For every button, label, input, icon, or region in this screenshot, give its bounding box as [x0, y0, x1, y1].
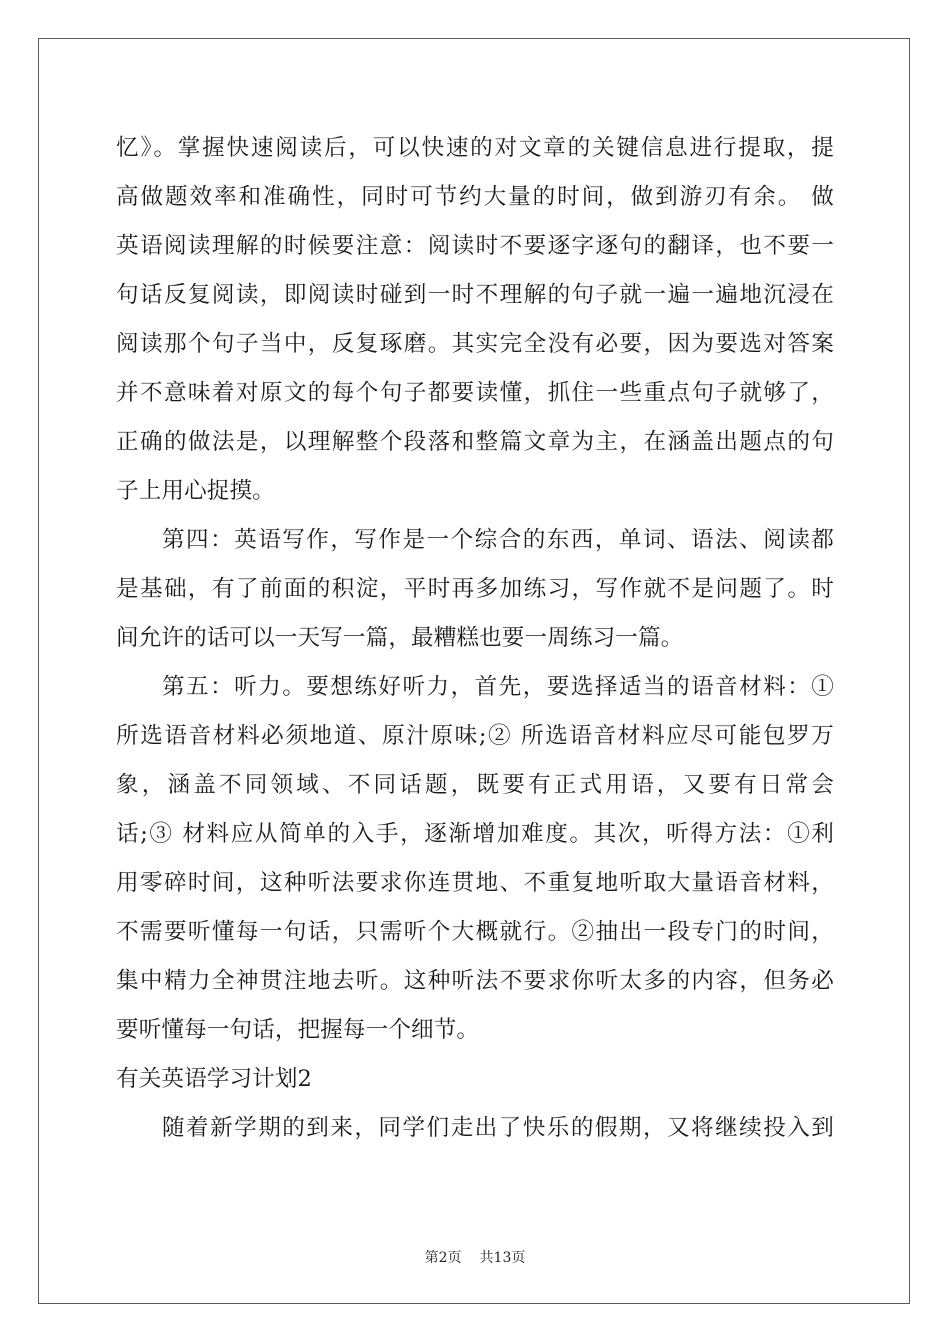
- text-line: 集中精力全神贯注地去听。这种听法不要求你听太多的内容，但务必: [116, 968, 834, 994]
- page-footer: [0, 1247, 950, 1267]
- section-heading: 有关英语学习计划2: [116, 1066, 313, 1092]
- document-body: [116, 124, 834, 1153]
- text-line: 正确的做法是，以理解整个段落和整篇文章为主，在涵盖出题点的句: [116, 429, 834, 455]
- paragraph-start-line: 随着新学期的到来，同学们走出了快乐的假期，又将继续投入到: [162, 1115, 834, 1141]
- text-line: 是基础，有了前面的积淀，平时再多加练习，写作就不是问题了。时: [116, 576, 834, 602]
- text-line: 话;③ 材料应从简单的入手，逐渐增加难度。其次，听得方法：①利: [116, 821, 834, 847]
- text-line: 象，涵盖不同领域、不同话题，既要有正式用语，又要有日常会: [116, 772, 834, 798]
- text-line: 要听懂每一句话，把握每一个细节。: [116, 1017, 480, 1043]
- text-line: 忆》。掌握快速阅读后，可以快速的对文章的关键信息进行提取，提: [116, 135, 834, 161]
- paragraph-start-line: 第四：英语写作，写作是一个综合的东西，单词、语法、阅读都: [162, 527, 834, 553]
- page-total: 共13页: [479, 1250, 526, 1266]
- page-number: 第2页: [424, 1250, 462, 1266]
- text-line: 用零碎时间，这种听法要求你连贯地、不重复地听取大量语音材料，: [116, 870, 834, 896]
- text-line: 英语阅读理解的时候要注意：阅读时不要逐字逐句的翻译，也不要一: [116, 233, 834, 259]
- text-line: 间允许的话可以一天写一篇，最糟糕也要一周练习一篇。: [116, 625, 684, 651]
- text-line: 不需要听懂每一句话，只需听个大概就行。②抽出一段专门的时间，: [116, 919, 834, 945]
- text-line: 并不意味着对原文的每个句子都要读懂，抓住一些重点句子就够了，: [116, 380, 834, 406]
- text-line: 子上用心捉摸。: [116, 478, 275, 504]
- paragraph-start-line: 第五：听力。要想练好听力，首先，要选择适当的语音材料：①: [162, 674, 834, 700]
- text-line: 所选语音材料必须地道、原汁原味;② 所选语音材料应尽可能包罗万: [116, 723, 834, 749]
- text-line: 句话反复阅读，即阅读时碰到一时不理解的句子就一遍一遍地沉浸在: [116, 282, 834, 308]
- text-line: 阅读那个句子当中，反复琢磨。其实完全没有必要，因为要选对答案: [116, 331, 834, 357]
- text-line: 高做题效率和准确性，同时可节约大量的时间，做到游刃有余。 做: [116, 184, 834, 210]
